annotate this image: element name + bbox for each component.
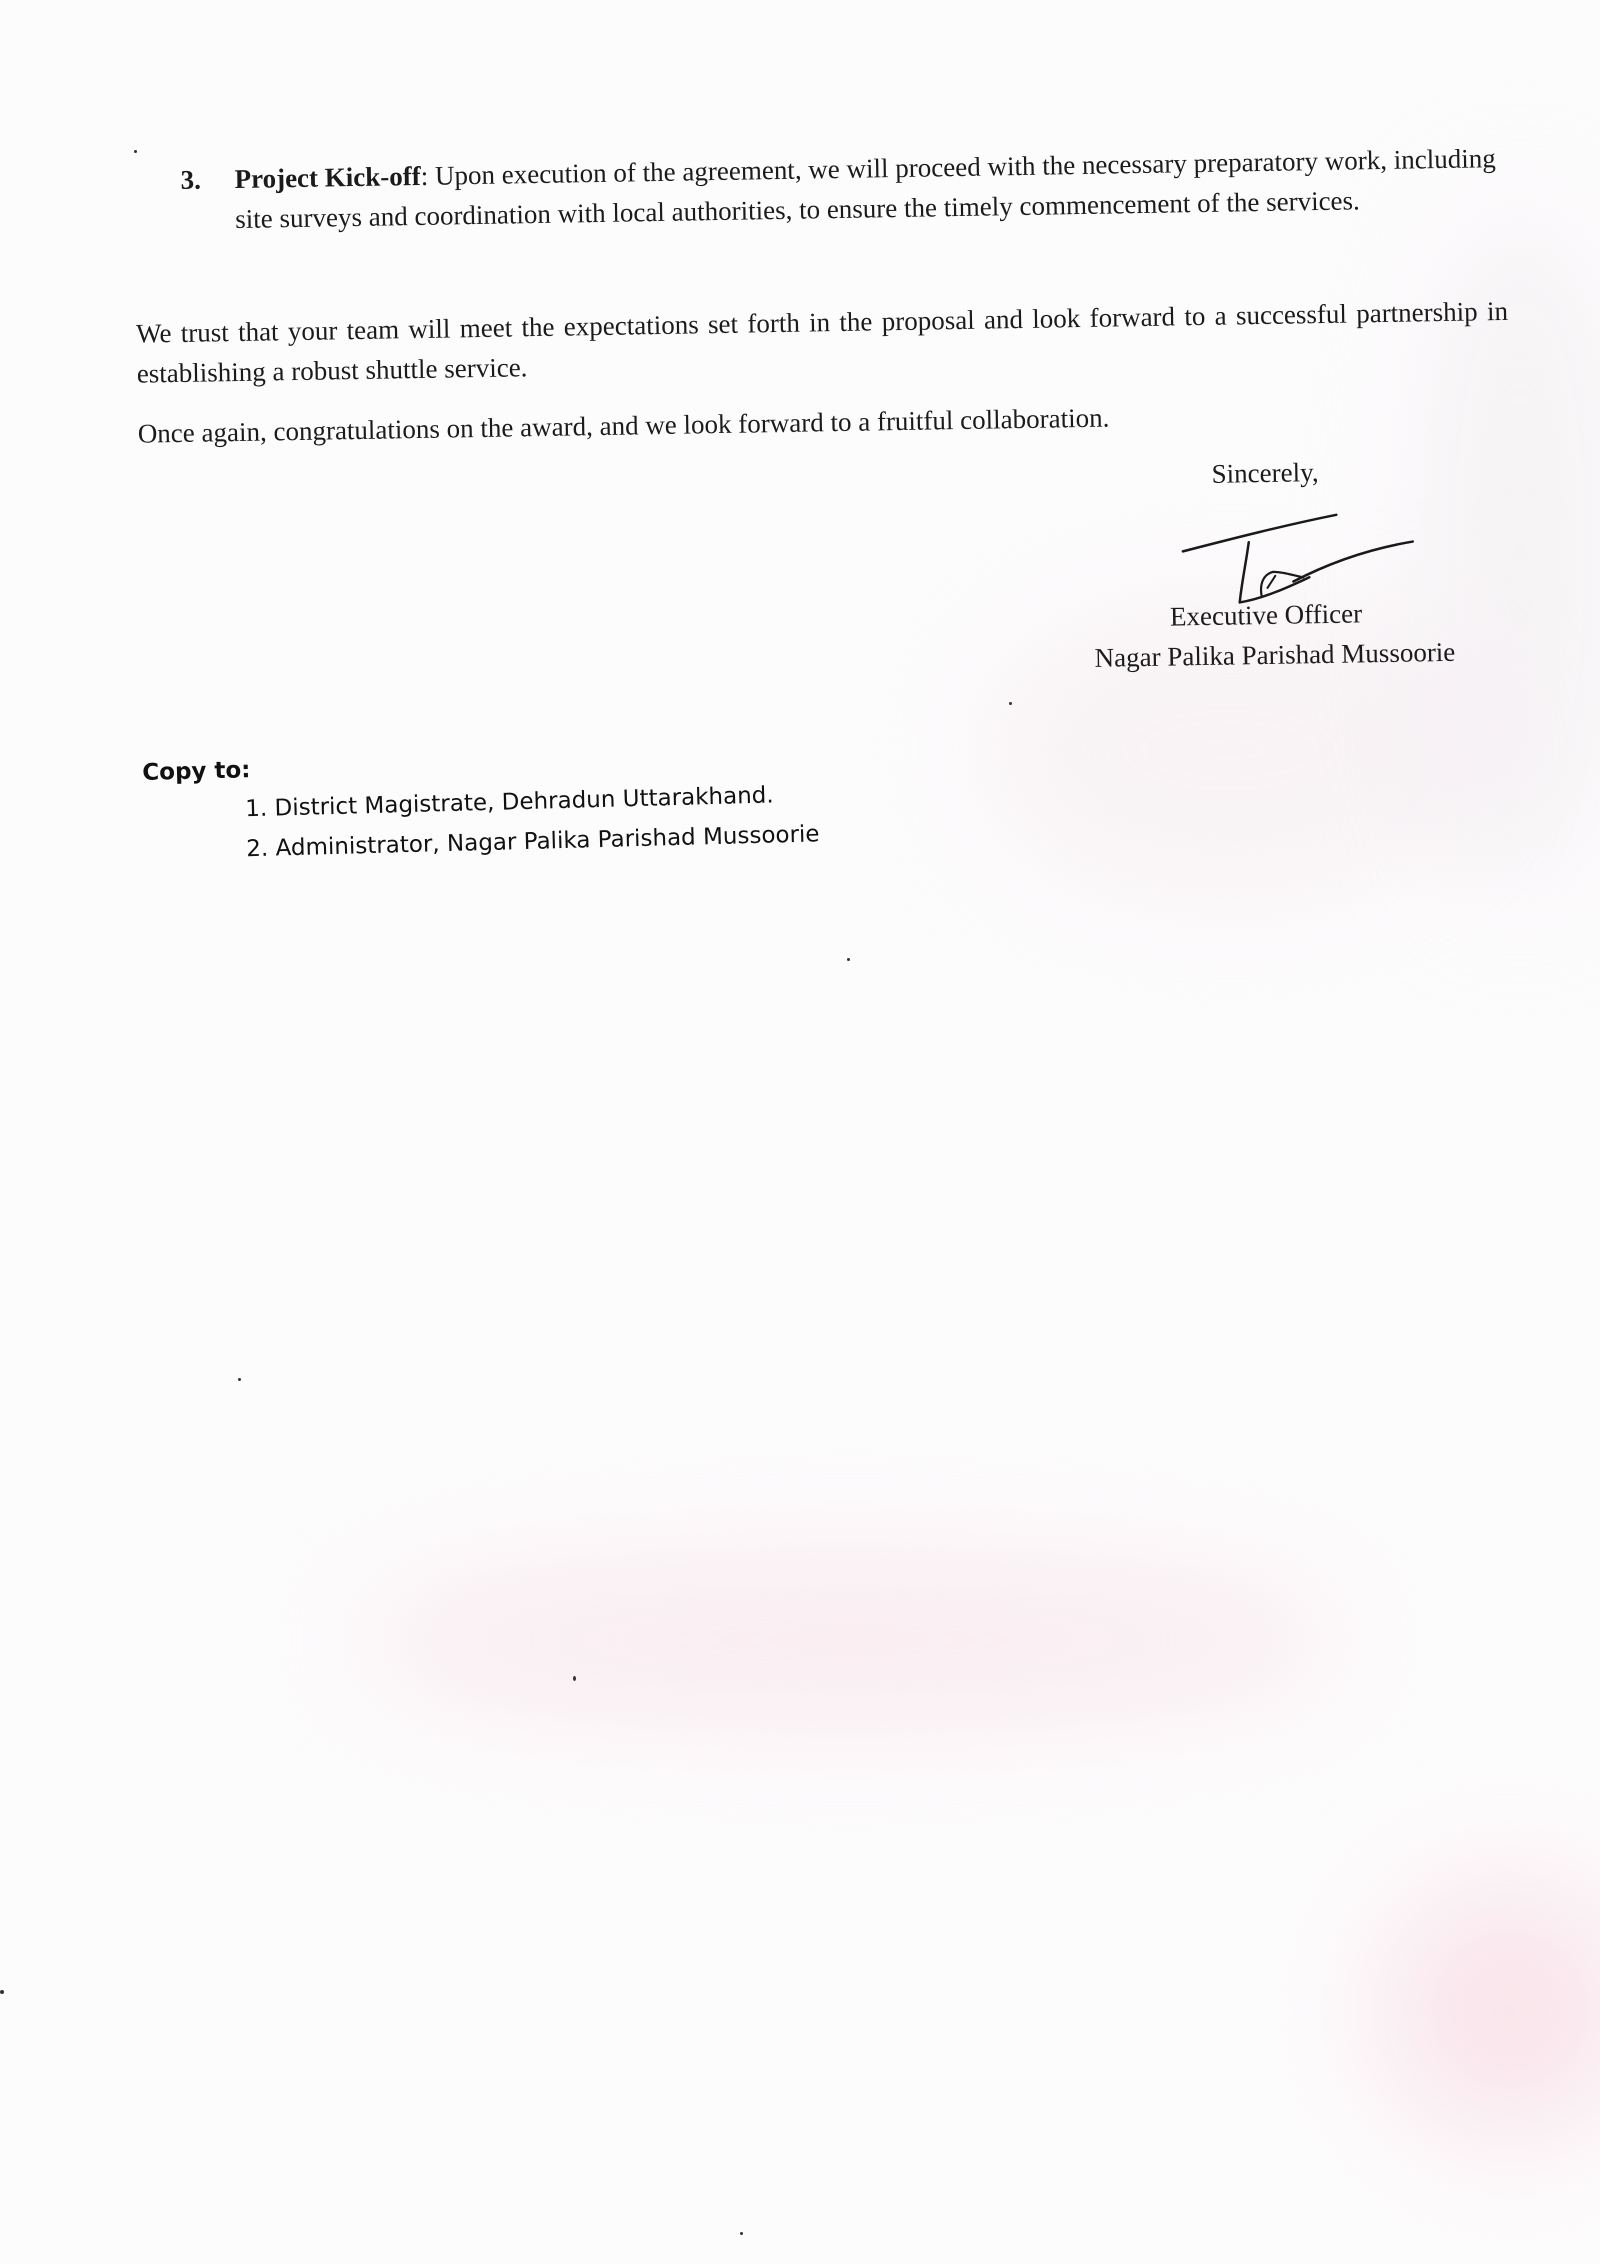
closing-salutation: Sincerely, bbox=[1211, 457, 1319, 489]
copy-recipient: 1. District Magistrate, Dehradun Uttarakhand. bbox=[244, 782, 774, 823]
list-item-body bbox=[234, 138, 1511, 239]
paper-speck bbox=[740, 2232, 743, 2235]
paper-speck bbox=[0, 1990, 4, 1994]
paragraph-trust: We trust that your team will meet the expectations set forth in the proposal and look forward to a successful partnership in establishing a robust shuttle service. bbox=[135, 295, 1509, 389]
signature-image bbox=[1172, 499, 1434, 613]
signatory-title: Executive Officer bbox=[1169, 598, 1363, 632]
paper-speck bbox=[1009, 702, 1012, 705]
copy-recipient: 2. Administrator, Nagar Palika Parishad Mussoorie bbox=[246, 821, 820, 863]
list-item-text: : Upon execution of the agreement, we will proceed with the necessary preparatory work, including site surveys and coordination with local authorities, to ensure the timely commencement of the services. bbox=[234, 143, 1496, 235]
list-item-project-kickoff bbox=[180, 138, 1511, 240]
paper-stain bbox=[350, 1560, 1350, 1720]
paper-speck bbox=[847, 958, 850, 961]
copy-to-heading: Copy to: bbox=[142, 757, 251, 786]
paragraph-congratulations: Once again, congratulations on the award, and we look forward to a fruitful collaboration. bbox=[137, 402, 1110, 449]
paper-speck bbox=[134, 150, 137, 153]
list-item-title: Project Kick-off bbox=[234, 160, 421, 195]
paper-speck bbox=[573, 1676, 576, 1681]
list-item-number: 3. bbox=[180, 164, 202, 195]
paper-speck bbox=[238, 1378, 241, 1381]
paper-stain bbox=[1380, 1880, 1600, 2140]
signatory-organization: Nagar Palika Parishad Mussoorie bbox=[1094, 636, 1456, 673]
copy-to-list bbox=[245, 774, 820, 869]
copy-to-section bbox=[142, 742, 820, 872]
